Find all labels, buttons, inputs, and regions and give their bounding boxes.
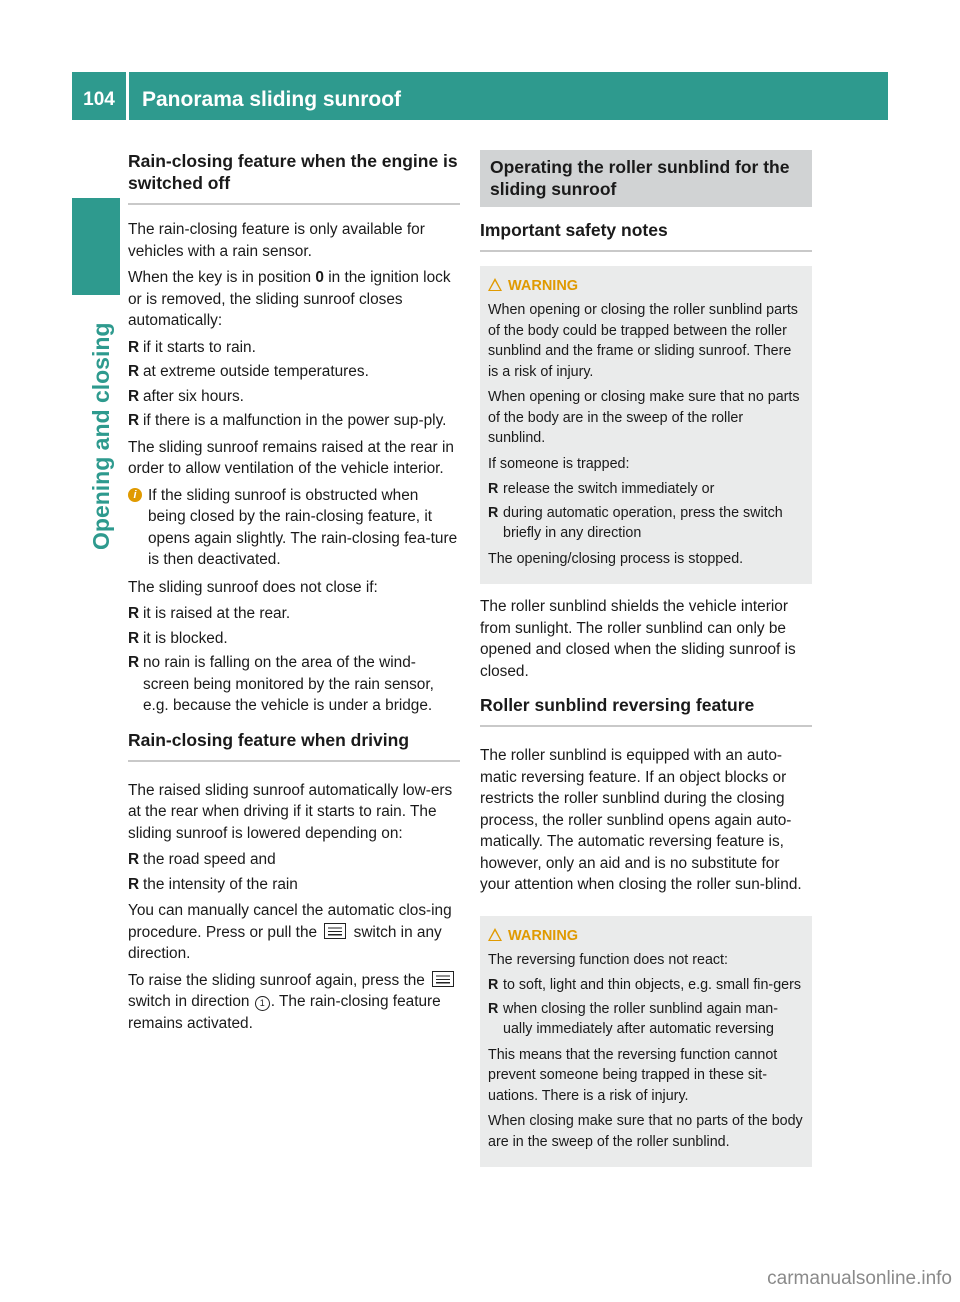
text: When the key is in position [128, 269, 316, 286]
list-item [128, 652, 460, 717]
bullet-list [128, 849, 460, 895]
direction-number-icon: 1 [255, 996, 270, 1011]
heading-rain-closing-driving: Rain-closing feature when driving [128, 729, 460, 762]
list-item [128, 874, 460, 896]
list-item-text: no rain is falling on the area of the wind-screen being monitored by the rain sensor, e.g. because the vehicle is under a bridge. [143, 654, 434, 714]
list-item [488, 999, 804, 1040]
info-note [128, 485, 460, 571]
paragraph: The sliding sunroof does not close if: [128, 578, 378, 596]
warning-text: If someone is trapped: [488, 455, 630, 472]
bullet-icon: R [128, 629, 140, 647]
text: . The rain-closing feature remains activated. [128, 993, 441, 1032]
warning-text: When closing make sure that no parts of the body are in the sweep of the roller sunblind. [488, 1113, 803, 1150]
list-item [128, 628, 460, 650]
text: To raise the sliding sunroof again, press the [128, 971, 425, 989]
list-item-text: to soft, light and thin objects, e.g. small fin-gers [503, 977, 802, 993]
bullet-list [488, 975, 804, 1040]
page-number: 104 [83, 89, 115, 110]
section-heading-roller-sunblind: Operating the roller sunblind for the sliding sunroof [480, 150, 812, 207]
warning-box [480, 916, 812, 1168]
list-item [488, 975, 804, 996]
chapter-label: Opening and closing [88, 322, 114, 550]
heading-reversing-feature: Roller sunblind reversing feature [480, 694, 812, 727]
paragraph: The roller sunblind shields the vehicle interior from sunlight. The roller sunblind can only be opened and closed when the sliding sunroof is closed. [480, 598, 796, 680]
list-item-text: during automatic operation, press the switch briefly in any direction [503, 504, 783, 541]
list-item-text: when closing the roller sunblind again man-ually immediately after automatic reversing [503, 1000, 778, 1037]
bullet-icon: R [128, 851, 140, 868]
text: switch in any direction. [128, 923, 442, 962]
bullet-list [488, 479, 804, 544]
bullet-list [128, 337, 460, 432]
warning-icon [488, 278, 502, 291]
bullet-icon: R [128, 363, 140, 380]
list-item-text: if there is a malfunction in the power sup-ply. [143, 412, 447, 429]
text: switch in direction [128, 993, 250, 1010]
key-position: 0 [315, 269, 324, 286]
page-title: Panorama sliding sunroof [142, 88, 402, 111]
warning-title [488, 926, 804, 946]
text: You can manually cancel the automatic clos-ing procedure. Press or pull the [128, 902, 452, 941]
warning-text: The reversing function does not react: [488, 951, 729, 968]
bullet-icon: R [128, 338, 140, 356]
heading-rain-closing-engine-off: Rain-closing feature when the engine is switched off [128, 150, 460, 205]
warning-text: This means that the reversing function cannot prevent someone being trapped in these sit-uations. There is a risk of injury. [488, 1046, 778, 1104]
bullet-icon: R [488, 481, 499, 497]
list-item [128, 849, 460, 871]
paragraph: The rain-closing feature is only available for vehicles with a rain sensor. [128, 221, 425, 260]
list-item [128, 386, 460, 408]
warning-text: When opening or closing make sure that no parts of the body are in the sweep of the roller sunblind. [488, 389, 800, 446]
sunroof-switch-icon [324, 923, 346, 939]
list-item-text: the intensity of the rain [143, 875, 298, 893]
sunroof-switch-icon [432, 971, 454, 987]
warning-text: When opening or closing the roller sunblind parts of the body could be trapped between the roller sunblind and the frame or sliding sunroof. There is a risk of injury. [488, 302, 798, 380]
list-item [128, 603, 460, 625]
heading-important-safety-notes: Important safety notes [480, 219, 812, 252]
list-item-text: at extreme outside temperatures. [143, 363, 369, 380]
list-item-text: after six hours. [143, 387, 244, 405]
list-item [488, 479, 804, 500]
warning-label: WARNING [508, 927, 579, 944]
bullet-icon: R [128, 387, 140, 405]
warning-icon [488, 928, 502, 941]
list-item-text: release the switch immediately or [503, 481, 715, 497]
list-item-text: the road speed and [143, 851, 276, 868]
bullet-icon: R [488, 977, 499, 993]
bullet-icon: R [488, 504, 499, 521]
list-item-text: it is blocked. [143, 629, 228, 647]
bullet-icon: R [128, 654, 140, 671]
header-divider [126, 72, 129, 120]
warning-text: The opening/closing process is stopped. [488, 550, 744, 567]
paragraph: The raised sliding sunroof automatically low-ers at the rear when driving if it starts to rain. The sliding sunroof is lowered depending on: [128, 781, 453, 842]
text: in the ignition lock or is removed, the sliding sunroof closes automatically: [128, 269, 451, 329]
watermark: carmanualsonline.info [767, 1268, 952, 1289]
warning-title [488, 276, 804, 296]
paragraph [128, 900, 460, 965]
list-item [128, 410, 460, 432]
page-header [72, 72, 888, 120]
list-item-text: it is raised at the rear. [143, 605, 291, 622]
bullet-icon: R [128, 412, 140, 429]
warning-box [480, 266, 812, 584]
info-icon: i [128, 488, 142, 502]
note-text: If the sliding sunroof is obstructed when being closed by the rain-closing feature, it opens again slightly. The rain-closing fea-ture is then deactivated. [148, 486, 458, 568]
list-item [128, 361, 460, 383]
paragraph: The roller sunblind is equipped with an auto-matic reversing feature. If an object blocks or restricts the roller sunblind during the closing process, the roller sunblind opens again auto-matically. The automatic reversing feature is, however, only an aid and is no substitute for your attention when closing the roller sun-blind. [480, 747, 802, 893]
left-column [128, 150, 460, 1039]
bullet-icon: R [128, 605, 140, 622]
chapter-marker [72, 198, 120, 295]
paragraph [128, 267, 460, 332]
paragraph: The sliding sunroof remains raised at the rear in order to allow ventilation of the vehicle interior. [128, 438, 454, 477]
right-column [480, 150, 812, 1179]
list-item-text: if it starts to rain. [143, 338, 256, 356]
bullet-list [128, 603, 460, 717]
warning-label: WARNING [508, 278, 579, 294]
chapter-tab [84, 300, 120, 580]
list-item [488, 503, 804, 544]
list-item [128, 337, 460, 359]
paragraph [128, 970, 460, 1035]
bullet-icon: R [488, 1000, 499, 1017]
bullet-icon: R [128, 875, 140, 893]
